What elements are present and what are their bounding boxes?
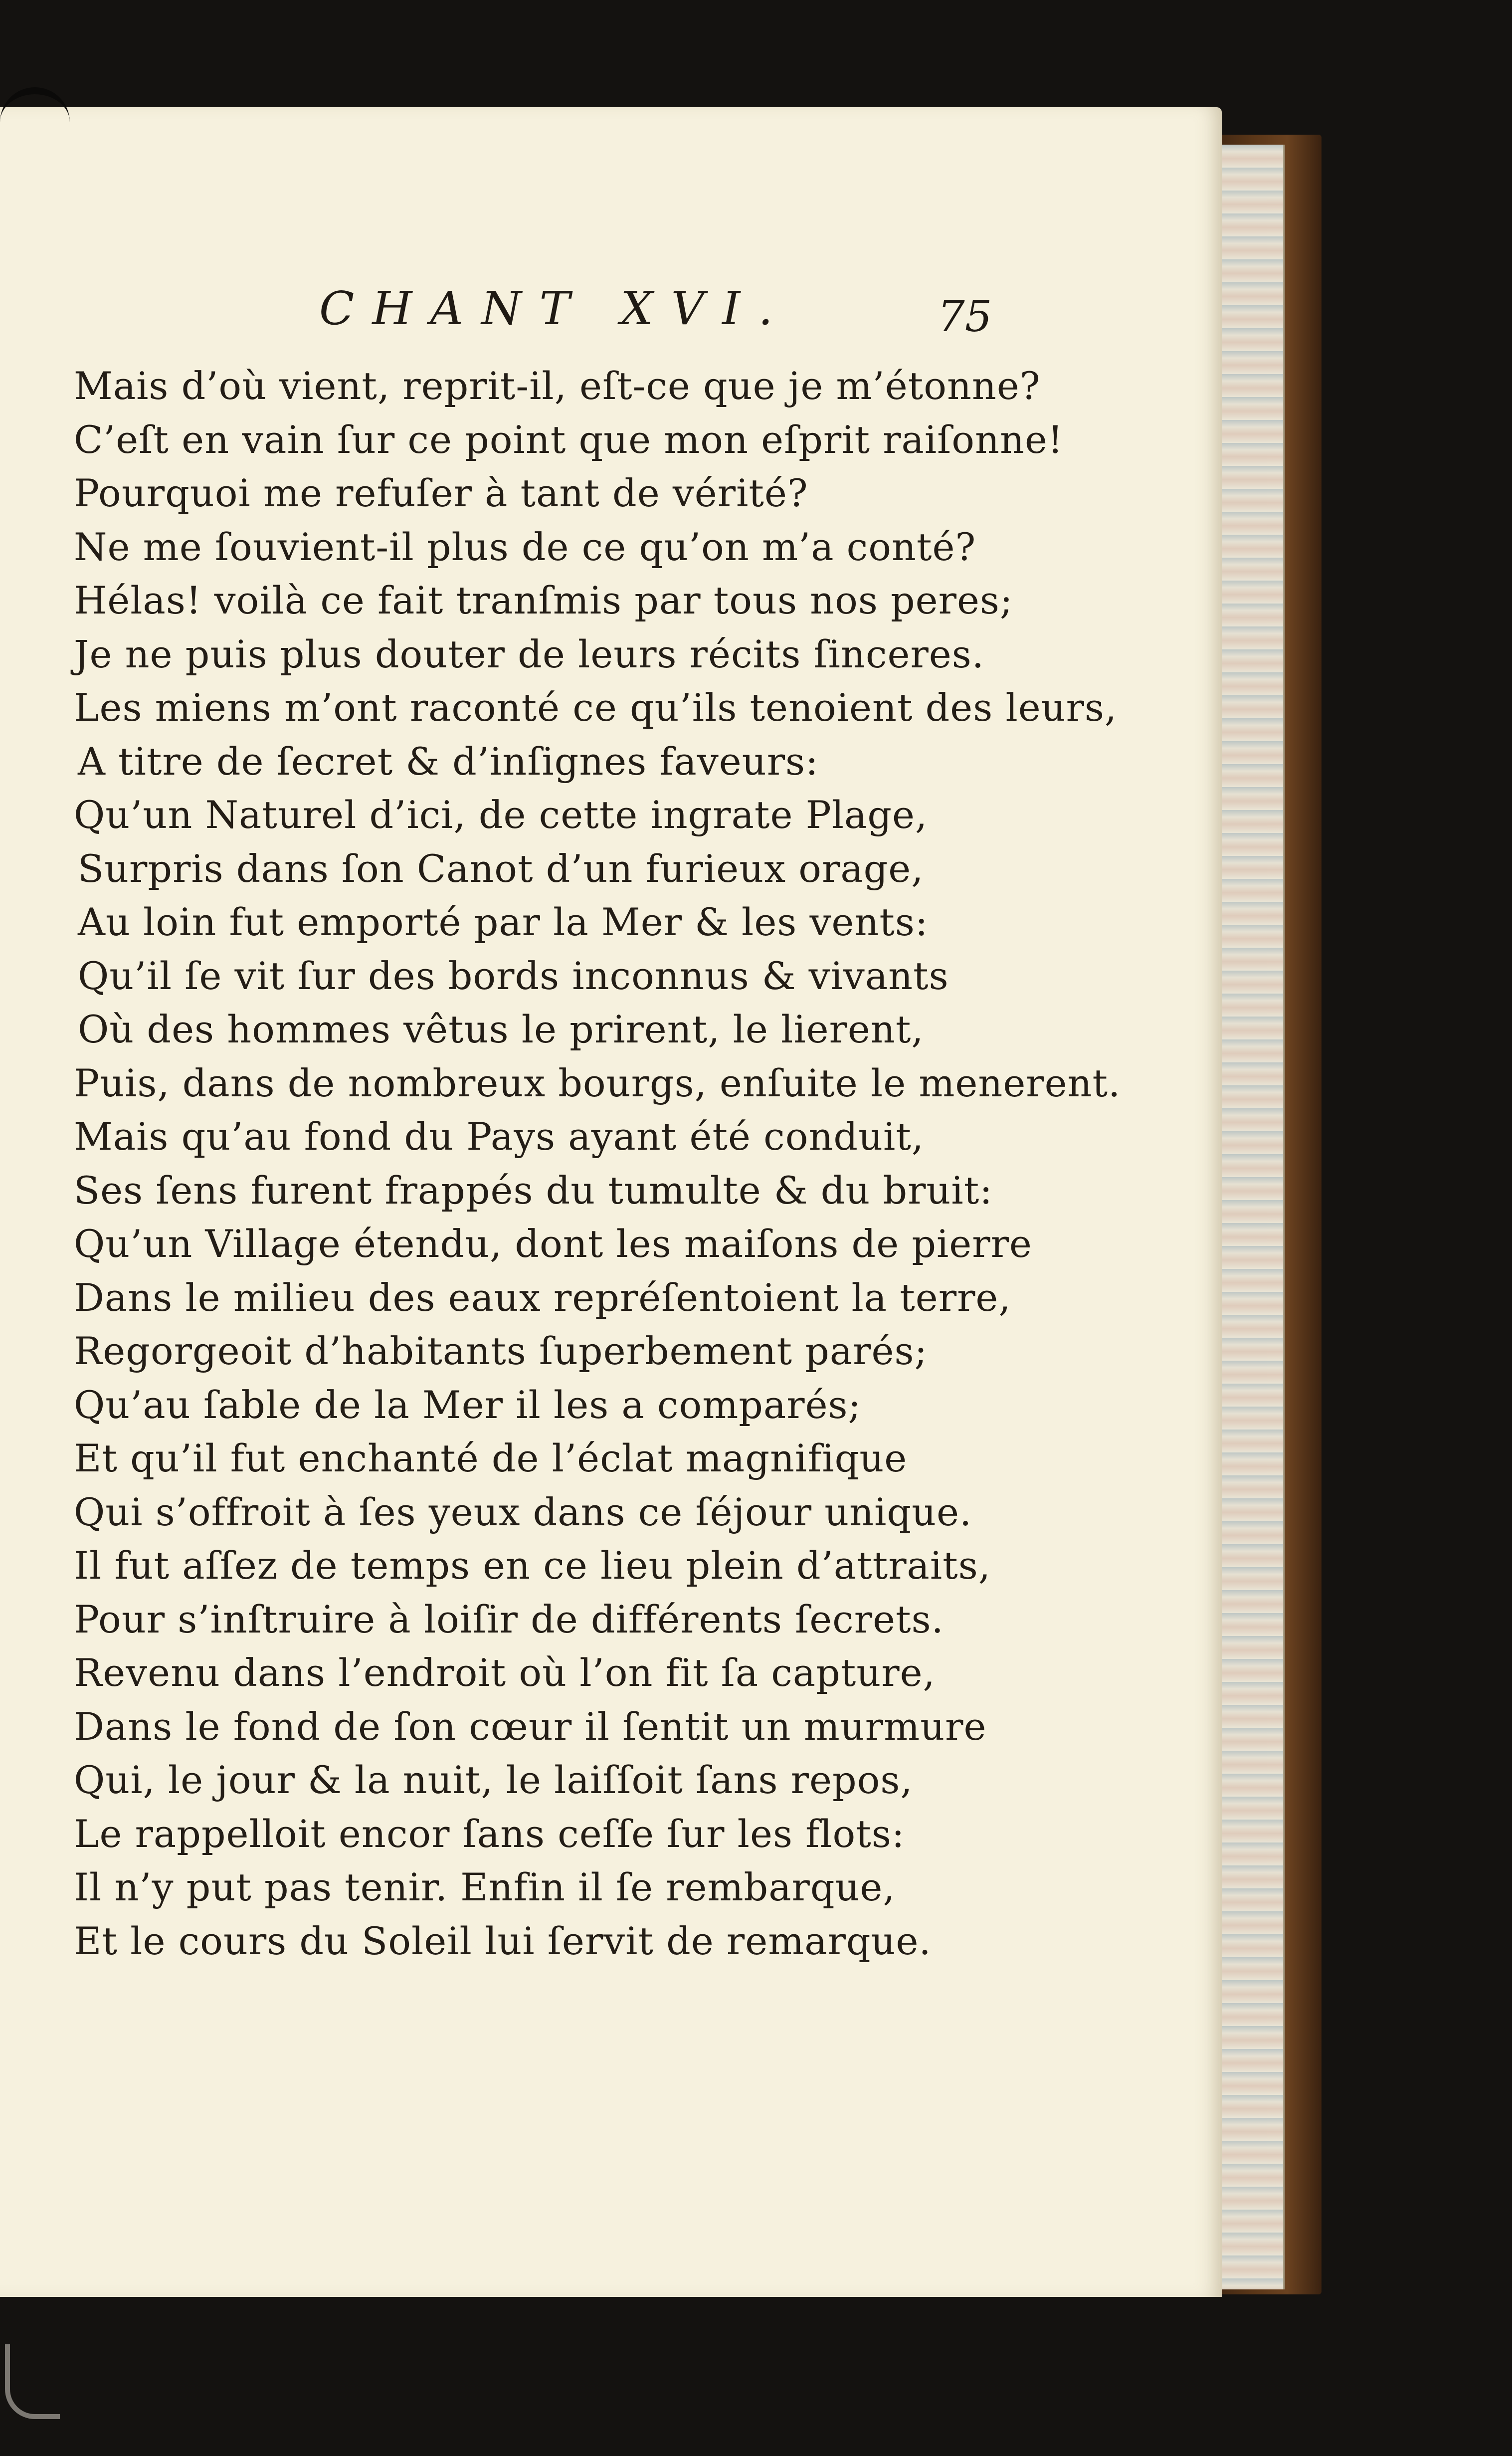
page-edges [1217, 145, 1285, 2289]
verse-line: Le rappelloit encor ſans ceſſe ſur les flots: [74, 1811, 905, 1856]
verse-line: Je ne puis plus douter de leurs récits ſinceres. [74, 631, 984, 676]
verse-line: Les miens m’ont raconté ce qu’ils tenoient des leurs, [74, 685, 1118, 730]
verse-line: Qui s’offroit à ſes yeux dans ce ſéjour unique. [74, 1489, 972, 1534]
verse-line: Qu’il ſe vit ſur des bords inconnus & vivants [78, 953, 949, 998]
page-number: 75 [938, 292, 992, 342]
verse-line: Hélas! voilà ce fait tranſmis par tous nos peres; [74, 578, 1013, 622]
verse-line: C’eſt en vain ſur ce point que mon eſprit raiſonne! [74, 417, 1064, 462]
poem-text [74, 359, 1121, 1968]
verse-line: Pourquoi me refuſer à tant de vérité? [74, 471, 808, 515]
running-head: CHANT XVI. [319, 282, 791, 335]
verse-line: Dans le milieu des eaux repréſentoient la terre, [74, 1275, 1011, 1320]
verse-line: Revenu dans l’endroit où l’on fit ſa capture, [74, 1650, 936, 1695]
verse-line: Surpris dans ſon Canot d’un furieux orage, [78, 846, 924, 891]
verse-line: Il fut aſſez de temps en ce lieu plein d’attraits, [74, 1543, 991, 1588]
verse-line: Puis, dans de nombreux bourgs, enſuite le menerent. [74, 1060, 1121, 1105]
verse-line: Qu’un Naturel d’ici, de cette ingrate Plage, [74, 793, 928, 837]
verse-line: Ses ſens furent frappés du tumulte & du bruit: [74, 1168, 993, 1213]
verse-line: Qui, le jour & la nuit, le laiſſoit ſans repos, [74, 1758, 913, 1802]
verse-line: Regorgeoit d’habitants ſuperbement parés; [74, 1329, 928, 1373]
verse-line: Qu’au ſable de la Mer il les a comparés; [74, 1382, 862, 1427]
verse-line: Mais d’où vient, reprit-il, eſt-ce que je m’étonne? [74, 364, 1041, 408]
verse-line: Ne me ſouvient-il plus de ce qu’on m’a conté? [74, 524, 976, 569]
verse-line: Il n’y put pas tenir. Enfin il ſe rembarque, [74, 1865, 896, 1909]
verse-line: A titre de ſecret & d’inſignes faveurs: [78, 739, 819, 784]
verse-line: Et qu’il fut enchanté de l’éclat magnifique [74, 1436, 908, 1480]
scan-artifact-mark [5, 2344, 60, 2419]
verse-line: Mais qu’au fond du Pays ayant été conduit, [74, 1114, 925, 1159]
verse-line: Où des hommes vêtus le prirent, le lierent, [78, 1007, 924, 1051]
verse-line: Au loin fut emporté par la Mer & les vents: [78, 900, 929, 944]
verse-line: Qu’un Village étendu, dont les maiſons de pierre [74, 1222, 1032, 1266]
verse-line: Pour s’inſtruire à loiſir de différents ſecrets. [74, 1597, 944, 1641]
page-header [0, 282, 1222, 352]
verse-line: Et le cours du Soleil lui ſervit de remarque. [74, 1918, 932, 1963]
verse-line: Dans le fond de ſon cœur il ſentit un murmure [74, 1704, 987, 1749]
